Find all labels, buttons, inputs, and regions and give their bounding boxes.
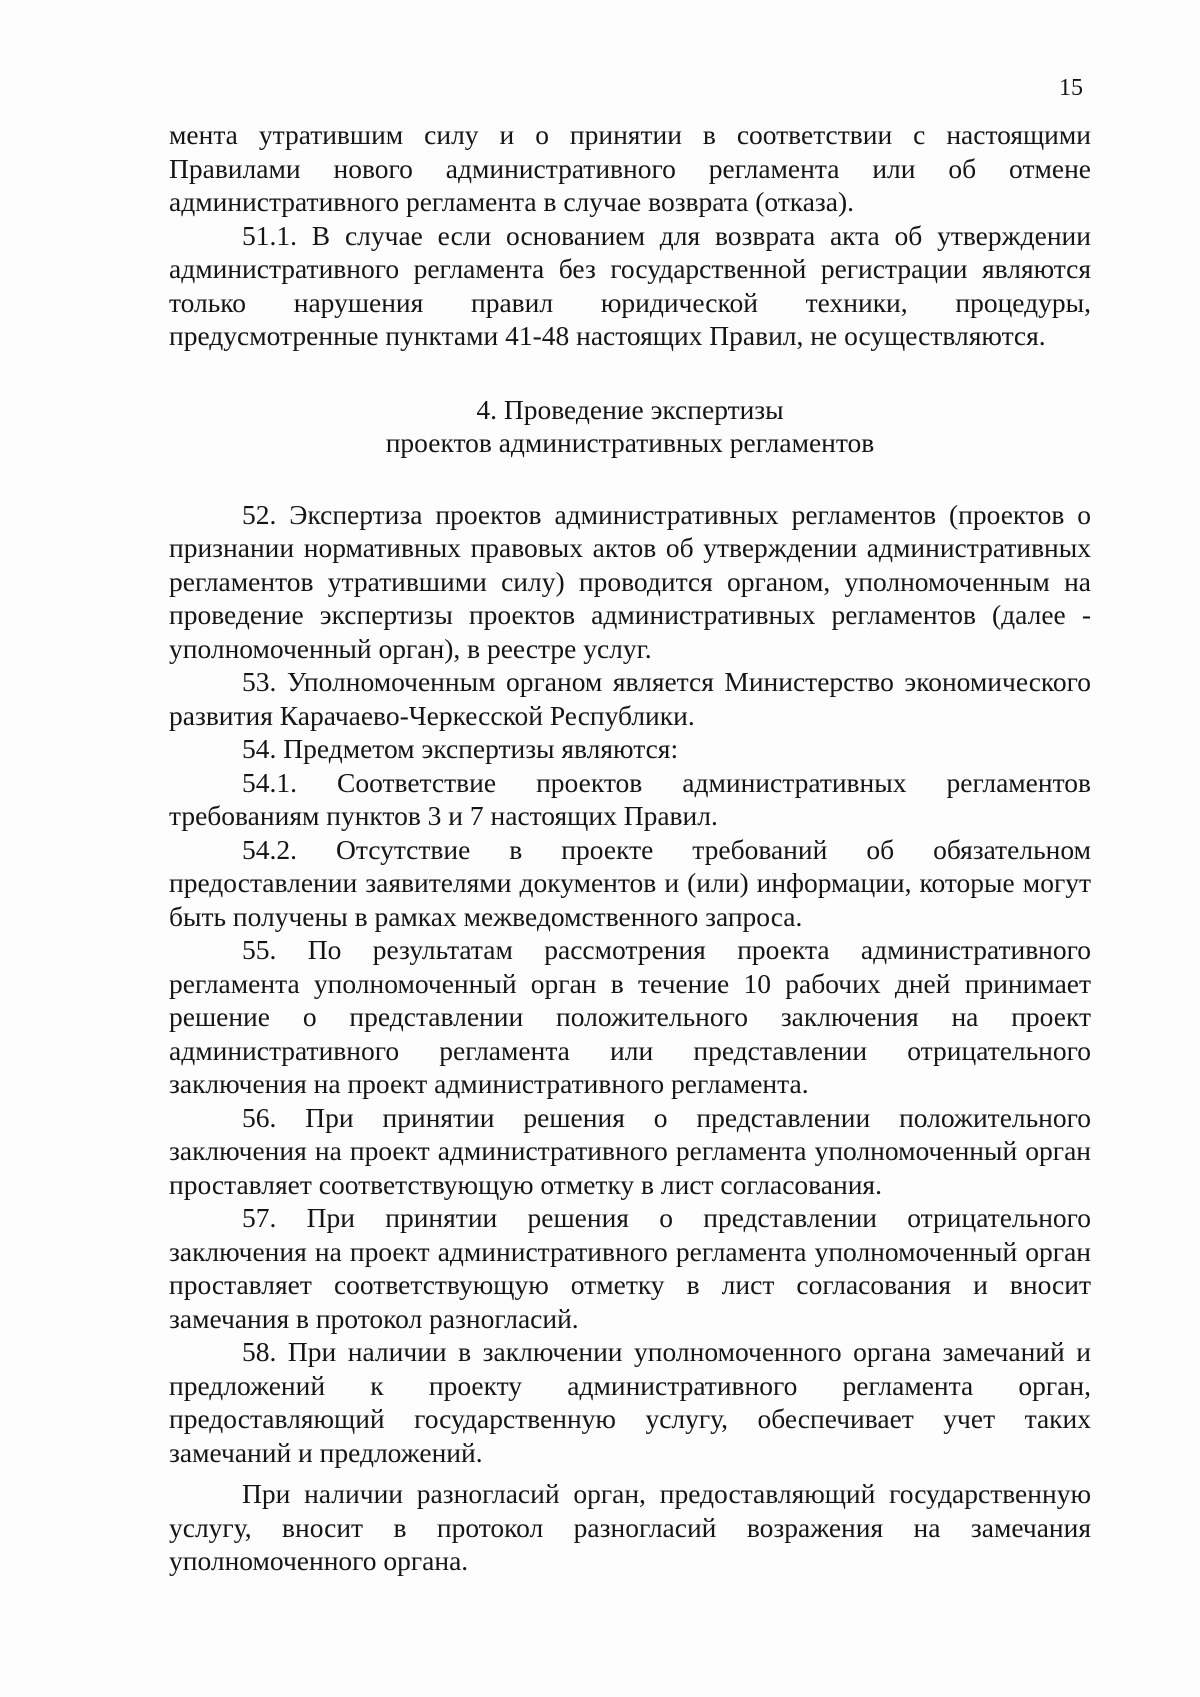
paragraph-disagreements: При наличии разногласий орган, предоставляющий государственную услугу, вносит в протокол разногласий возражения на замечания уполномоченного органа. xyxy=(169,1478,1091,1576)
paragraph-52: 52. Экспертиза проектов административных регламентов (проектов о признании нормативных правовых актов об утверждении административных регламентов утратившими силу) проводится органом, уполномоченным на проведение экспертизы проектов административных регламентов (далее - уполномоченный орган), в реестре услуг. xyxy=(169,498,1091,664)
section-heading-line-1: 4. Проведение экспертизы xyxy=(476,393,784,425)
paragraph-51-1: 51.1. В случае если основанием для возврата акта об утверждении административного регламента без государственной регистрации являются только нарушения правил юридической техники, процедуры, предусмотренные пунктами 41-48 настоящих Правил, не осуществляются. xyxy=(169,219,1091,351)
paragraph-57: 57. При принятии решения о представлении отрицательного заключения на проект административного регламента уполномоченный орган проставляет соответствующую отметку в лист согласования и вносит замечания в протокол разногласий. xyxy=(169,1202,1091,1334)
document-body xyxy=(169,118,1091,1578)
paragraph-53: 53. Уполномоченным органом является Министерство экономического развития Карачаево-Черкесской Республики. xyxy=(169,666,1091,731)
page-number: 15 xyxy=(1059,75,1083,101)
paragraph-continuation: мента утратившим силу и о принятии в соответствии с настоящими Правилами нового административного регламента или об отмене административного регламента в случае возврата (отказа). xyxy=(169,119,1091,217)
paragraph-55: 55. По результатам рассмотрения проекта административного регламента уполномоченный орган в течение 10 рабочих дней принимает решение о представлении положительного заключения на проект административного регламента или представлении отрицательного заключения на проект административного регламента. xyxy=(169,934,1091,1099)
paragraph-54-1: 54.1. Соответствие проектов административных регламентов требованиям пунктов 3 и 7 настоящих Правил. xyxy=(169,766,1091,831)
section-heading xyxy=(169,393,1091,460)
paragraph-56: 56. При принятии решения о представлении положительного заключения на проект административного регламента уполномоченный орган проставляет соответствующую отметку в лист согласования. xyxy=(169,1101,1091,1200)
paragraph-54: 54. Предметом экспертизы являются: xyxy=(242,733,679,764)
paragraph-54-2: 54.2. Отсутствие в проекте требований об обязательном предоставлении заявителями документов и (или) информации, которые могут быть получены в рамках межведомственного запроса. xyxy=(169,833,1091,932)
paragraph-58: 58. При наличии в заключении уполномоченного органа замечаний и предложений к проекту административного регламента орган, предоставляющий государственную услугу, обеспечивает учет таких замечаний и предложений. xyxy=(169,1336,1091,1468)
section-heading-line-2: проектов административных регламентов xyxy=(385,427,875,458)
